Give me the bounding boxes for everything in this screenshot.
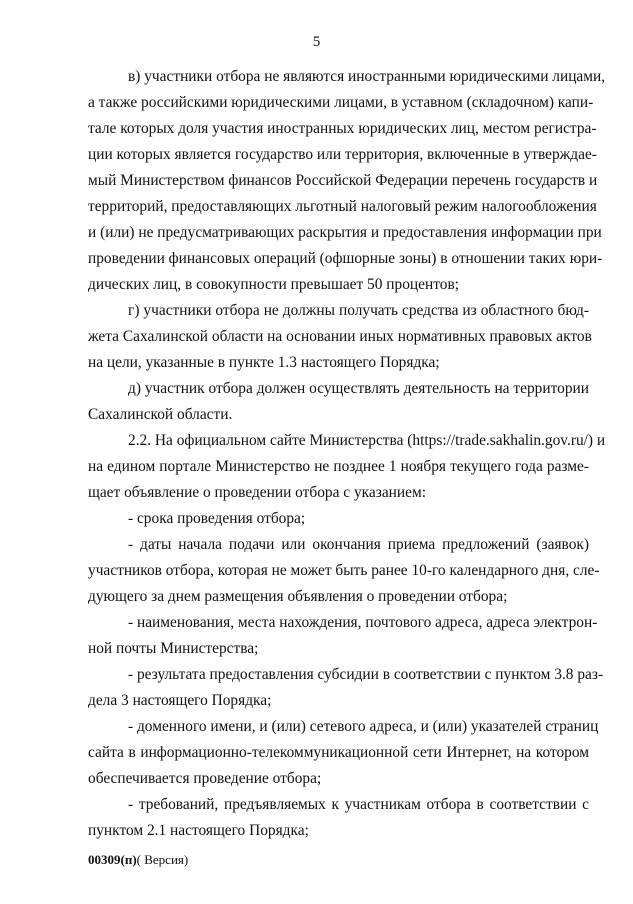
text-line: в) участники отбора не являются иностранными юридическими лицами, bbox=[128, 68, 606, 85]
text-line: г) участники отбора не должны получать средства из областного бюд- bbox=[128, 302, 589, 319]
text-line: на едином портале Министерство не позднее 1 ноября текущего года разме- bbox=[88, 458, 589, 475]
text-line: жета Сахалинской области на основании иных нормативных правовых актов bbox=[88, 328, 592, 345]
document-footer bbox=[88, 852, 188, 868]
list-item bbox=[88, 506, 589, 532]
text-line: - срока проведения отбора; bbox=[128, 510, 306, 527]
text-line: - наименования, места нахождения, почтового адреса, адреса электрон- bbox=[128, 614, 598, 631]
list-item bbox=[88, 532, 600, 610]
text-line: дических лиц, в совокупности превышает 50 процентов; bbox=[88, 276, 459, 293]
text-line: - даты начала подачи или окончания приема предложений (заявок) bbox=[128, 536, 589, 553]
text-line: а также российскими юридическими лицами, в уставном (складочном) капи- bbox=[88, 94, 594, 111]
text-line: мый Министерством финансов Российской Федерации перечень государств и bbox=[88, 172, 598, 189]
paragraph-item-g bbox=[88, 298, 592, 376]
text-line: - результата предоставления субсидии в соответствии с пунктом 3.8 раз- bbox=[128, 666, 604, 683]
paragraph-section-2-2 bbox=[88, 428, 606, 506]
text-line: ной почты Министерства; bbox=[88, 640, 259, 657]
paragraph-item-v bbox=[88, 64, 606, 298]
text-line: территорий, предоставляющих льготный налоговый режим налогообложения bbox=[88, 198, 597, 215]
list-item bbox=[88, 792, 589, 844]
text-line: 2.2. На официальном сайте Министерства (https://trade.sakhalin.gov.ru/) и bbox=[128, 432, 606, 449]
text-line: и (или) не предусматривающих раскрытия и предоставления информации при bbox=[88, 224, 602, 241]
text-line: сайта в информационно-телекоммуникационной сети Интернет, на котором bbox=[88, 744, 589, 761]
text-line: дела 3 настоящего Порядка; bbox=[88, 692, 272, 709]
list-item bbox=[88, 610, 598, 662]
text-line: тале которых доля участия иностранных юридических лиц, местом регистра- bbox=[88, 120, 597, 137]
list-item bbox=[88, 714, 599, 792]
paragraph-item-d bbox=[88, 376, 589, 428]
text-line: обеспечивается проведение отбора; bbox=[88, 770, 322, 787]
text-line: - требований, предъявляемых к участникам отбора в соответствии с bbox=[128, 796, 589, 813]
text-line: проведении финансовых операций (офшорные зоны) в отношении таких юри- bbox=[88, 250, 603, 267]
list-item bbox=[88, 662, 604, 714]
text-line: участников отбора, которая не может быть ранее 10-го календарного дня, сле- bbox=[88, 562, 600, 579]
text-line: ции которых является государство или территория, включенные в утверждае- bbox=[88, 146, 597, 163]
document-body bbox=[88, 64, 606, 844]
document-version: ( Версия) bbox=[136, 852, 189, 867]
text-line: д) участник отбора должен осуществлять деятельность на территории bbox=[128, 380, 589, 397]
text-line: дующего за днем размещения объявления о проведении отбора; bbox=[88, 588, 508, 605]
text-line: на цели, указанные в пункте 1.3 настоящего Порядка; bbox=[88, 354, 440, 371]
document-code: 00309(п) bbox=[88, 852, 137, 867]
text-line: щает объявление о проведении отбора с указанием: bbox=[88, 484, 426, 501]
text-line: - доменного имени, и (или) сетевого адреса, и (или) указателей страниц bbox=[128, 718, 599, 735]
text-line: пунктом 2.1 настоящего Порядка; bbox=[88, 822, 309, 839]
text-line: Сахалинской области. bbox=[88, 406, 233, 423]
page-number: 5 bbox=[312, 34, 321, 50]
